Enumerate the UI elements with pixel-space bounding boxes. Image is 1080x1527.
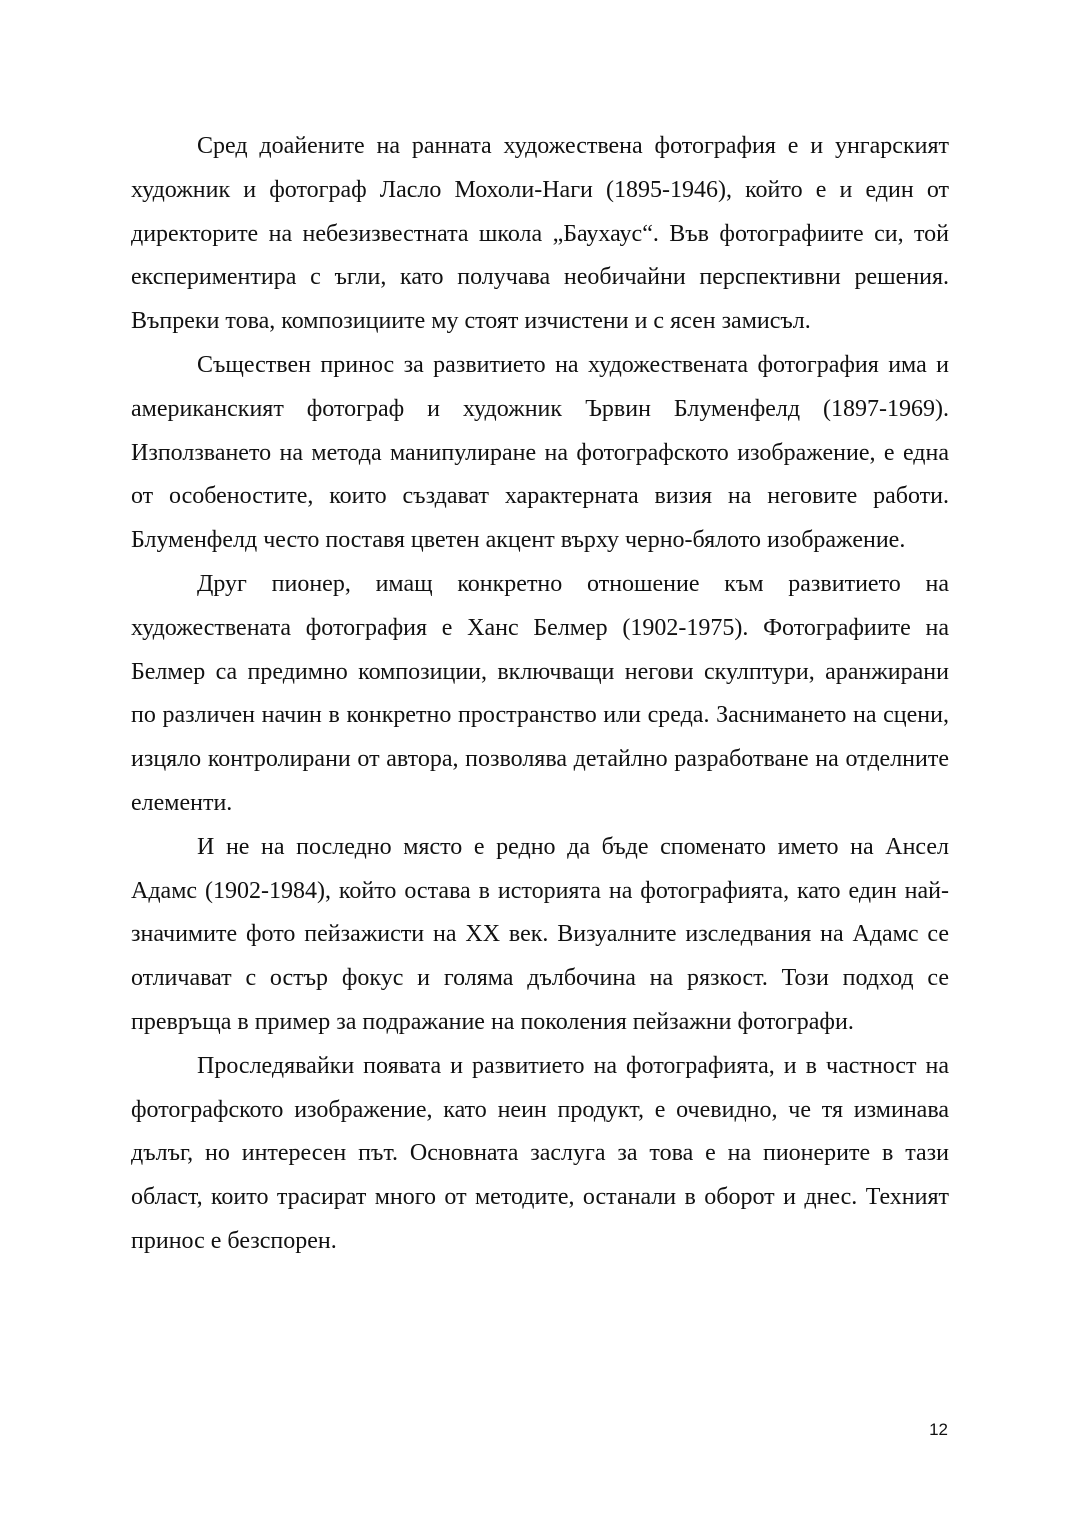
page-number: 12 <box>929 1420 948 1439</box>
paragraph-blumenfeld: Съществен принос за развитието на художествената фотография има и американският фотограф и художник Ървин Блуменфелд (1897-1969). Използването на метода манипулиране на фотографското изображение, е една от особеностите, които създават характерната визия на неговите работи. Блуменфелд често поставя цветен акцент върху черно-бялото изображение. <box>131 351 949 554</box>
paragraph-bellmer: Друг пионер, имащ конкретно отношение към развитието на художествената фотография е Ханс Белмер (1902-1975). Фотографиите на Белмер са предимно композиции, включващи негови скулптури, аранжирани по различен начин в конкретно пространство или среда. Заснимането на сцени, изцяло контролирани от автора, позволява детайлно разработване на отделните елементи. <box>131 570 949 816</box>
paragraph-conclusion: Проследявайки появата и развитието на фотографията, и в частност на фотографското изображение, като неин продукт, е очевидно, че тя изминава дълъг, но интересен път. Основната заслуга за това е на пионерите в тази област, които трасират много от методите, останали в оборот и днес. Техният принос е безспорен. <box>131 1052 949 1254</box>
paragraph-moholy-nagy: Сред доайените на ранната художествена фотография е и унгарският художник и фотограф Ласло Мохоли-Наги (1895-1946), който е и един от директорите на небезизвестната школа „Баухаус“. Във фотографиите си, той експериментира с ъгли, като получава необичайни перспективни решения. Въпреки това, композициите му стоят изчистени и с ясен замисъл. <box>131 133 949 335</box>
paragraph-adams: И не на последно място е редно да бъде споменато името на Ансел Адамс (1902-1984), който остава в историята на фотографията, като един най-значимите фото пейзажисти на XX век. Визуалните изследвания на Адамс се отличават с остър фокус и голяма дълбочина на рязкост. Този подход се превръща в пример за подражание на поколения пейзажни фотографи. <box>131 833 949 1035</box>
body-text <box>131 125 949 1264</box>
